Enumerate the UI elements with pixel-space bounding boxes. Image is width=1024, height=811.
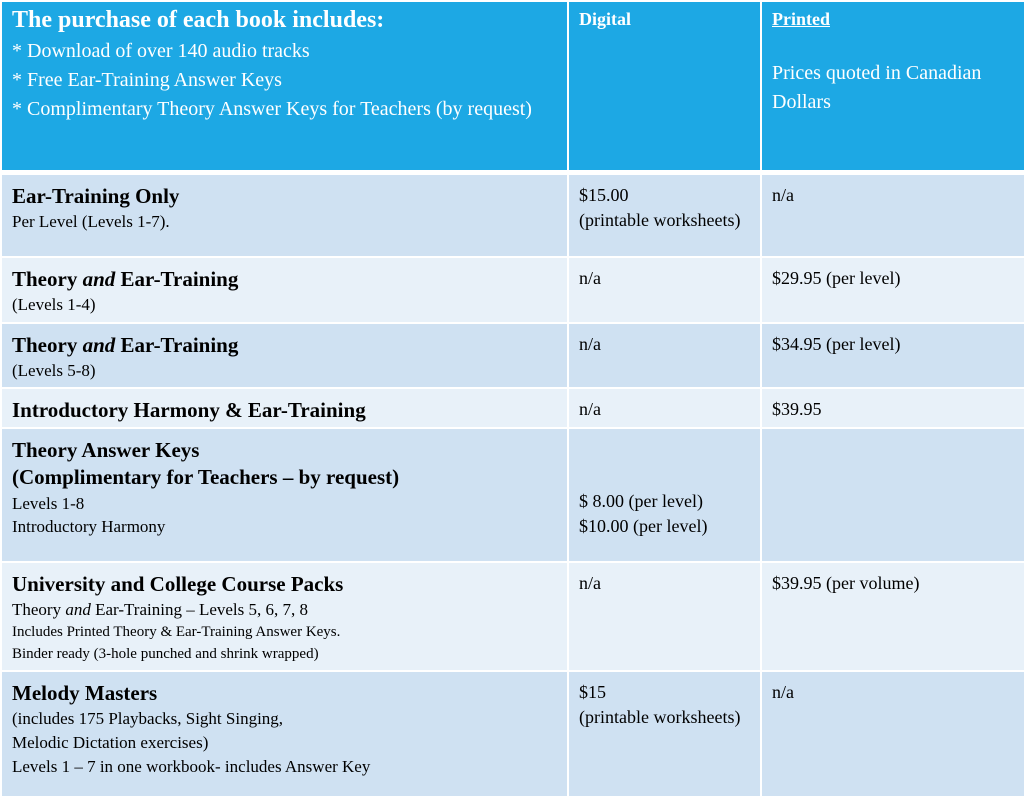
digital-price-cell bbox=[568, 428, 761, 562]
product-subtitle: (Complimentary for Teachers – by request) bbox=[12, 465, 400, 490]
printed-price: n/a bbox=[772, 184, 794, 205]
printed-price: $34.95 (per level) bbox=[772, 334, 901, 354]
product-cell bbox=[1, 172, 568, 257]
digital-price: n/a bbox=[579, 573, 601, 593]
printed-price: $29.95 (per level) bbox=[772, 268, 901, 288]
digital-price: $10.00 (per level) bbox=[579, 516, 708, 537]
digital-price: n/a bbox=[579, 399, 601, 419]
digital-price-cell bbox=[568, 172, 761, 257]
product-title: Ear-Training Only bbox=[12, 183, 180, 208]
printed-price: $39.95 bbox=[772, 399, 822, 419]
table-row bbox=[1, 257, 1024, 323]
digital-price-cell bbox=[568, 323, 761, 388]
includes-header-cell bbox=[1, 1, 568, 172]
digital-price: $ 8.00 (per level) bbox=[579, 491, 703, 511]
product-note: Binder ready (3-hole punched and shrink wrapped) bbox=[12, 645, 319, 662]
product-detail: Levels 1-8 bbox=[12, 493, 85, 513]
table-row bbox=[1, 562, 1024, 671]
table-row bbox=[1, 388, 1024, 428]
printed-header-cell bbox=[761, 1, 1024, 172]
digital-price: n/a bbox=[579, 334, 601, 354]
product-cell bbox=[1, 562, 568, 671]
product-detail: Introductory Harmony bbox=[12, 517, 166, 537]
product-title: Introductory Harmony & Ear-Training bbox=[12, 398, 366, 422]
digital-price-cell bbox=[568, 257, 761, 323]
printed-price-cell bbox=[761, 323, 1024, 388]
printed-price-cell bbox=[761, 428, 1024, 562]
printed-price-cell bbox=[761, 388, 1024, 428]
digital-price-note: (printable worksheets) bbox=[579, 209, 741, 230]
product-title: Theory Answer Keys bbox=[12, 438, 200, 462]
digital-header-cell bbox=[568, 1, 761, 172]
product-note: Includes Printed Theory & Ear-Training Answer Keys. bbox=[12, 624, 341, 641]
product-detail: Melodic Dictation exercises) bbox=[12, 733, 209, 753]
header-row bbox=[1, 1, 1024, 172]
printed-price-cell bbox=[761, 257, 1024, 323]
product-detail: Theory and Ear-Training – Levels 5, 6, 7, 8 bbox=[12, 600, 309, 620]
product-title: University and College Course Packs bbox=[12, 572, 344, 596]
digital-price-cell bbox=[568, 671, 761, 797]
digital-price: $15.00 bbox=[579, 184, 629, 205]
digital-price-cell bbox=[568, 388, 761, 428]
product-title: Melody Masters bbox=[12, 681, 158, 705]
product-cell bbox=[1, 257, 568, 323]
product-cell bbox=[1, 323, 568, 388]
digital-column-heading: Digital bbox=[579, 9, 631, 29]
printed-price: n/a bbox=[772, 682, 794, 702]
digital-price: $15 bbox=[579, 682, 606, 702]
table-row bbox=[1, 323, 1024, 388]
printed-price-cell bbox=[761, 172, 1024, 257]
printed-price: $39.95 (per volume) bbox=[772, 573, 920, 593]
product-detail: (Levels 5-8) bbox=[12, 361, 96, 381]
product-detail: Levels 1 – 7 in one workbook- includes Answer Key bbox=[12, 756, 371, 776]
printed-price-cell bbox=[761, 562, 1024, 671]
currency-note: Prices quoted in Canadian Dollars bbox=[772, 62, 982, 114]
product-detail: Per Level (Levels 1-7). bbox=[12, 211, 170, 231]
printed-column-heading: Printed bbox=[772, 9, 830, 29]
product-title: Theory and Ear-Training bbox=[12, 333, 239, 357]
table-row bbox=[1, 671, 1024, 797]
digital-price-cell bbox=[568, 562, 761, 671]
digital-price-note: (printable worksheets) bbox=[579, 707, 741, 728]
includes-title: The purchase of each book includes: bbox=[12, 7, 385, 33]
table-row bbox=[1, 428, 1024, 562]
includes-item: * Download of over 140 audio tracks bbox=[12, 39, 310, 62]
product-detail: (Levels 1-4) bbox=[12, 295, 96, 315]
product-cell bbox=[1, 671, 568, 797]
product-title: Theory and Ear-Training bbox=[12, 267, 239, 291]
product-cell bbox=[1, 428, 568, 562]
includes-item: * Complimentary Theory Answer Keys for Teachers (by request) bbox=[12, 97, 532, 120]
product-detail: (includes 175 Playbacks, Sight Singing, bbox=[12, 709, 284, 729]
includes-item: * Free Ear-Training Answer Keys bbox=[12, 68, 282, 91]
table-row bbox=[1, 172, 1024, 257]
product-cell bbox=[1, 388, 568, 428]
digital-price: n/a bbox=[579, 268, 601, 288]
printed-price-cell bbox=[761, 671, 1024, 797]
